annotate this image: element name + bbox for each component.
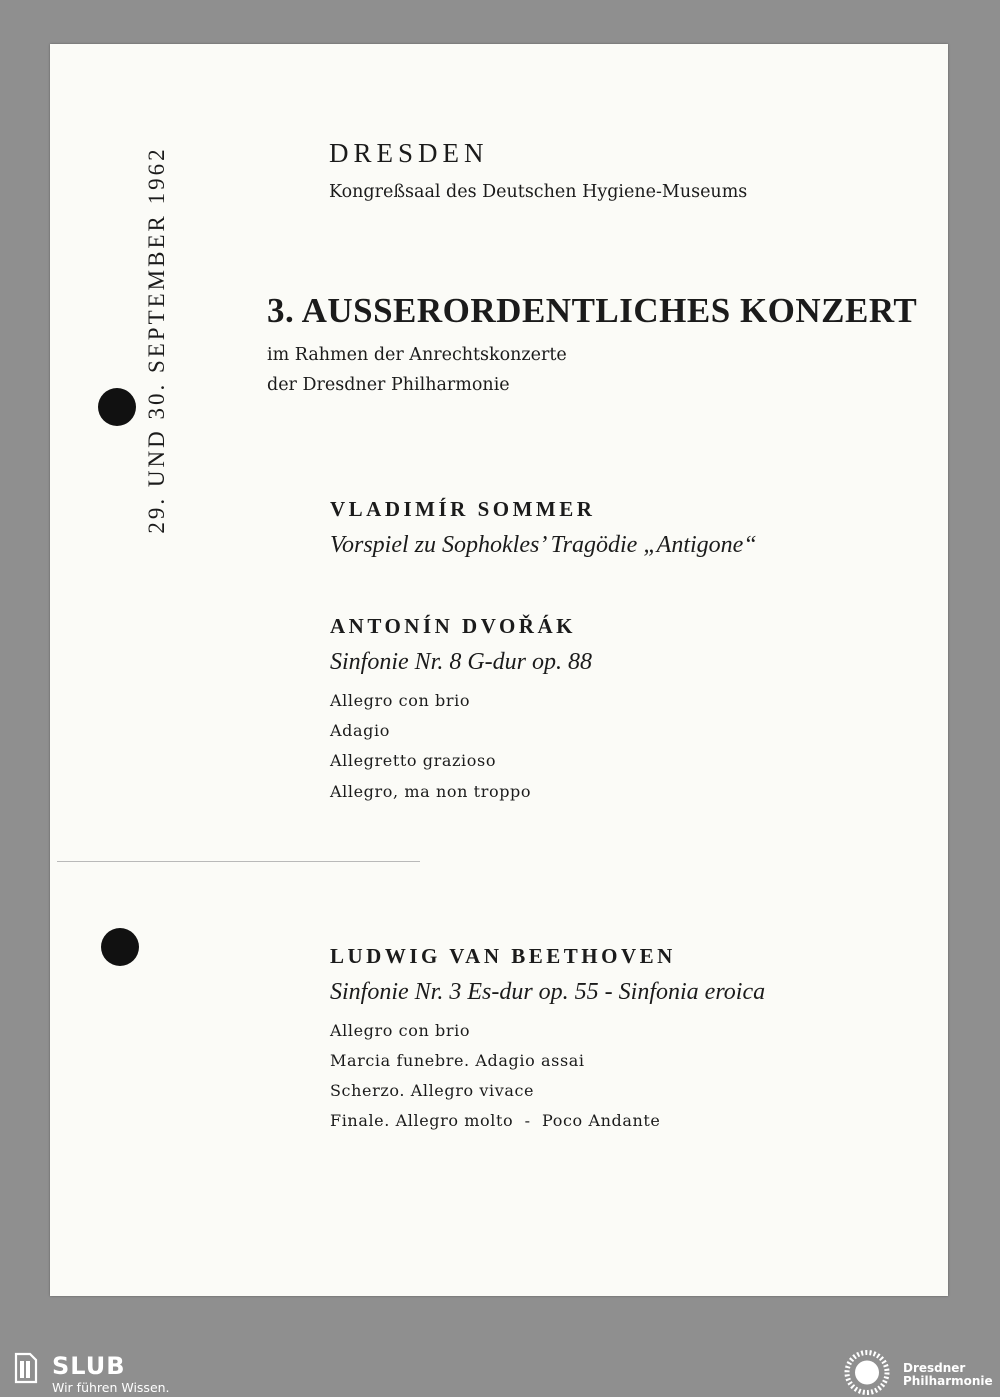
composer-name: ANTONÍN DVOŘÁK <box>330 614 576 638</box>
city: DRESDEN <box>329 138 489 168</box>
concert-date: 29. UND 30. SEPTEMBER 1962 <box>144 146 169 534</box>
composer-name: LUDWIG VAN BEETHOVEN <box>330 944 676 968</box>
movement-item: Allegro con brio <box>330 691 471 710</box>
movement-item: Allegretto grazioso <box>330 751 497 770</box>
library-tagline: Wir führen Wissen. <box>52 1380 170 1395</box>
movement-item: Allegro con brio <box>330 1021 471 1040</box>
punch-hole-top <box>98 388 136 426</box>
work-title: Vorspiel zu Sophokles’ Tragödie „Antigone“ <box>330 532 757 558</box>
movement-item: Allegro, ma non troppo <box>330 782 532 801</box>
movement-item: Finale. Allegro molto - Poco Andante <box>330 1111 661 1130</box>
partner-name-line-2: Philharmonie <box>903 1374 993 1388</box>
concert-title: 3. AUSSERORDENTLICHES KONZERT <box>267 291 918 330</box>
partner-name[interactable] <box>903 1362 993 1388</box>
movement-item: Scherzo. Allegro vivace <box>330 1081 535 1100</box>
slub-logo-icon[interactable] <box>13 1352 39 1384</box>
movement-item: Adagio <box>330 721 390 740</box>
movement-item: Marcia funebre. Adagio assai <box>330 1051 585 1070</box>
fold-line <box>57 861 420 862</box>
partner-name-line-1: Dresdner <box>903 1361 966 1375</box>
concert-subtitle-line-2: der Dresdner Philharmonie <box>267 375 510 395</box>
library-name[interactable]: SLUB <box>52 1352 126 1380</box>
punch-hole-bottom <box>101 928 139 966</box>
composer-name: VLADIMÍR SOMMER <box>330 497 596 521</box>
concert-subtitle-line-1: im Rahmen der Anrechtskonzerte <box>267 345 567 365</box>
venue: Kongreßsaal des Deutschen Hygiene-Museums <box>329 182 748 202</box>
work-title: Sinfonie Nr. 8 G-dur op. 88 <box>330 649 593 675</box>
philharmonie-sunburst-icon[interactable] <box>842 1349 892 1396</box>
work-title: Sinfonie Nr. 3 Es-dur op. 55 - Sinfonia eroica <box>330 979 766 1005</box>
